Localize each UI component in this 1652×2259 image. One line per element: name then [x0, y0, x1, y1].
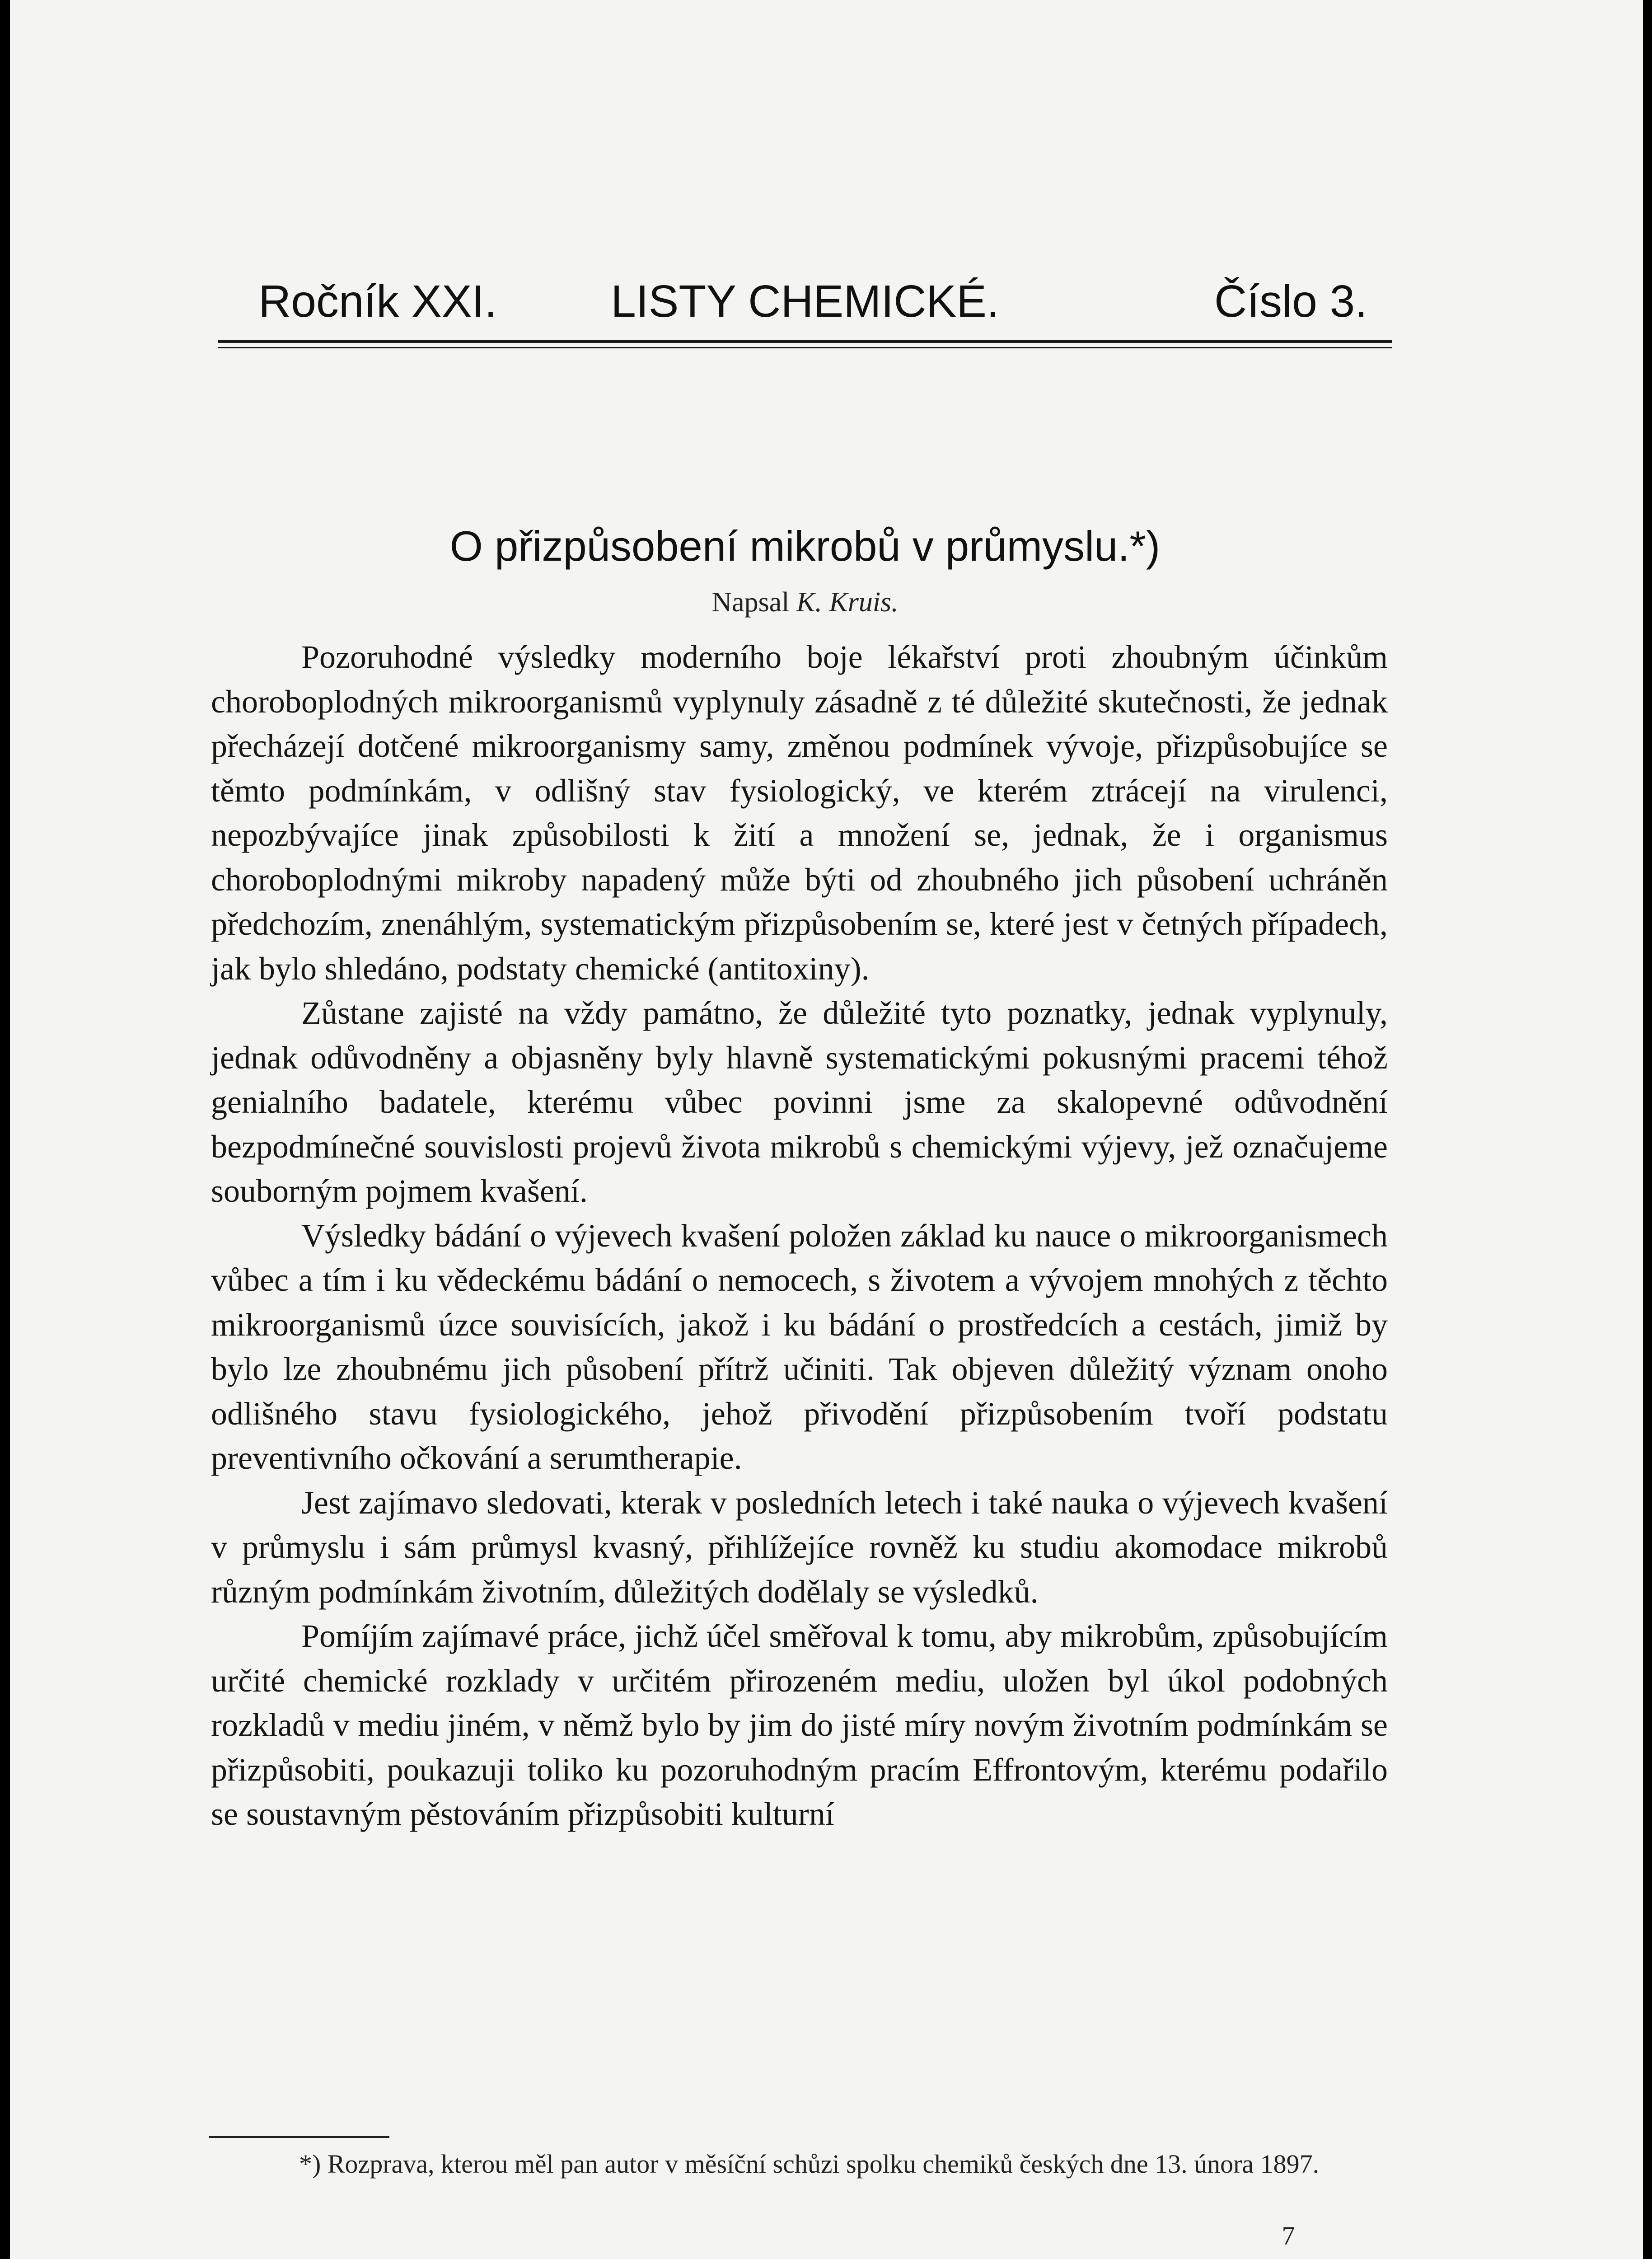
- header-rule-thin: [218, 347, 1392, 348]
- article-body: [211, 635, 1388, 1837]
- paragraph: Pomíjím zajímavé práce, jichž účel směřoval k tomu, aby mikrobům, způsobujícím určité chemické rozklady v určitém přirozeném mediu, uložen byl úkol podobných rozkladů v mediu jiném, v němž bylo by jim do jisté míry novým životním podmínkám se přizpůsobiti, poukazuji toliko ku pozoruhodným pracím Effrontovým, kterému podařilo se soustavným pěstováním přizpůsobiti kulturní: [211, 1618, 1388, 1832]
- page-number: 7: [1282, 2221, 1295, 2250]
- article-title: O přizpůsobení mikrobů v průmyslu.*): [449, 522, 1161, 570]
- footnote-rule: [209, 2136, 389, 2138]
- header-journal-title: LISTY CHEMICKÉ.: [611, 276, 999, 327]
- footnote: [209, 2145, 1390, 2183]
- header-volume: Ročník XXI.: [258, 276, 497, 327]
- header-rule-thick: [218, 340, 1392, 343]
- running-header: [218, 276, 1392, 334]
- header-issue: Číslo 3.: [1214, 276, 1367, 327]
- footnote-text: *) Rozprava, kterou měl pan autor v měsíční schůzi spolku chemiků českých dne 13. února 1897.: [299, 2149, 1320, 2179]
- journal-page: [10, 0, 1643, 2259]
- byline-prefix: Napsal: [711, 587, 790, 618]
- paragraph: Jest zajímavo sledovati, kterak v posledních letech i také nauka o výjevech kvašení v průmyslu i sám průmysl kvasný, přihlížejíce rovněž ku studiu akomodace mikrobů různým podmínkám životním, důležitých dodělaly se výsledků.: [211, 1484, 1388, 1610]
- paragraph: Výsledky bádání o výjevech kvašení položen základ ku nauce o mikroorganismech vůbec a tím i ku vědeckému bádání o nemocech, s životem a vývojem mnohých z těchto mikroorganismů úzce souvisících, jakož i ku bádání o prostředcích a cestách, jimiž by bylo lze zhoubnému jich působení přítrž učiniti. Tak objeven důležitý význam onoho odlišného stavu fysiologického, jehož přivodění přizpůsobením tvoří podstatu preventivního očkování a serumtherapie.: [211, 1217, 1388, 1476]
- paragraph: Zůstane zajisté na vždy památno, že důležité tyto poznatky, jednak vyplynuly, jednak odůvodněny a objasněny byly hlavně systematickými pokusnými pracemi téhož genialního badatele, kterému vůbec povinni jsme za skalopevné odůvodnění bezpodmínečné souvislosti projevů života mikrobů s chemickými výjevy, jež označujeme souborným pojmem kvašení.: [211, 995, 1388, 1209]
- author-name: K. Kruis.: [796, 587, 899, 618]
- byline: [218, 586, 1392, 619]
- paragraph: Pozoruhodné výsledky moderního boje lékařství proti zhoubným účinkům choroboplodných mikroorganismů vyplynuly zásadně z té důležité skutečnosti, že jednak přecházejí dotčené mikroorganismy samy, změnou podmínek vývoje, přizpůsobujíce se těmto podmínkám, v odlišný stav fysiologický, ve kterém ztrácejí na virulenci, nepozbývajíce jinak způsobilosti k žití a množení se, jednak, že i organismus choroboplodnými mikroby napadený může býti od zhoubného jich působení uchráněn předchozím, znenáhlým, systematickým přizpůsobením se, které jest v četných případech, jak bylo shledáno, podstaty chemické (antitoxiny).: [211, 639, 1388, 987]
